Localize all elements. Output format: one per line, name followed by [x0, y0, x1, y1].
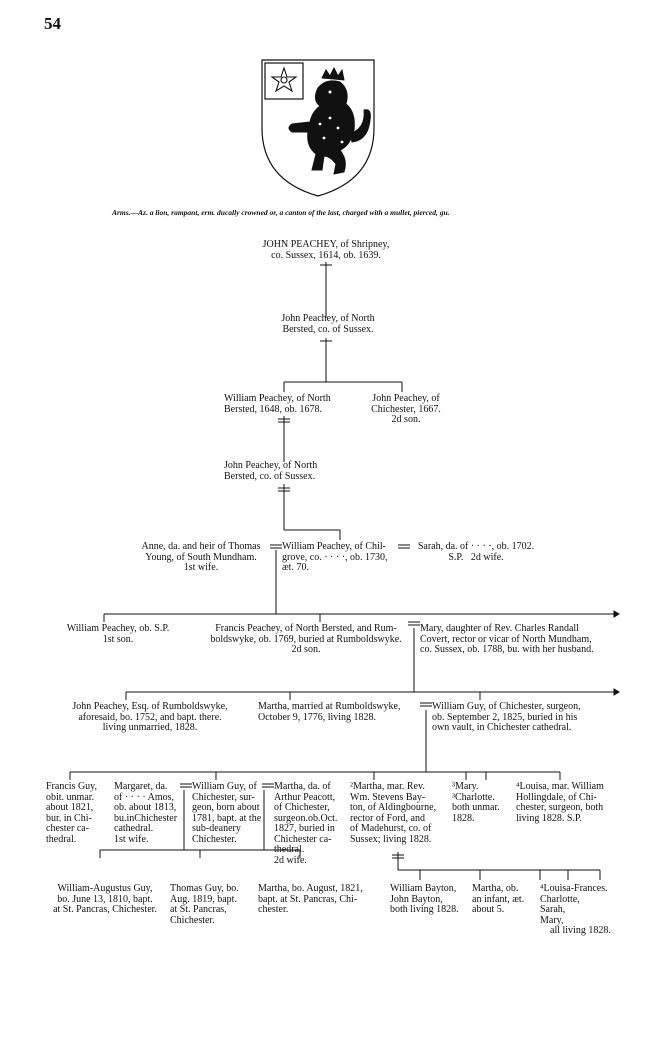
- person-william-peachey-chilgrove: William Peachey, of Chil- grove, co. · · · ·, ob. 1730, æt. 70.: [282, 541, 388, 573]
- person-martha-bayton: ²Martha, mar. Rev. Wm. Stevens Bay- ton, of Aldingbourne, rector of Ford, and of Madehurst, co. of Sussex; living 1828.: [350, 781, 437, 845]
- person-john-peachey-esq: John Peachey, Esq. of Rumboldswyke, aforesaid, bo. 1752, and bapt. there. living unmarried, 1828.: [72, 701, 228, 733]
- person-mary-charlotte: ³Mary. ³Charlotte. both unmar. 1828.: [452, 781, 500, 824]
- person-francis-guy: Francis Guy, obit. unmar. about 1821, bur. in Chi- chester ca- thedral.: [46, 781, 98, 845]
- person-martha-peacott: Martha, da. of Arthur Peacott, of Chichester, surgeon.ob.Oct. 1827, buried in Chichester ca- thedral. 2d wife.: [274, 781, 338, 866]
- person-thomas-guy: Thomas Guy, bo. Aug. 1819, bapt. at St. Pancras, Chichester.: [170, 883, 239, 926]
- person-john-peachey-shripney: JOHN PEACHEY, of Shripney, co. Sussex, 1614, ob. 1639.: [262, 239, 390, 261]
- person-william-peachey-sp: William Peachey, ob. S.P. 1st son.: [66, 623, 170, 645]
- person-anne-young: Anne, da. and heir of Thomas Young, of South Mundham. 1st wife.: [141, 541, 261, 573]
- person-william-augustus-guy: William-Augustus Guy, bo. June 13, 1810, bapt. at St. Pancras, Chichester.: [53, 883, 157, 915]
- person-martha-peachey: Martha, married at Rumboldswyke, October 9, 1776, living 1828.: [258, 701, 401, 723]
- person-louisa: ⁴Louisa, mar. William Hollingdale, of Chi- chester, surgeon, both living 1828. S.P.: [516, 781, 604, 824]
- person-john-peachey-north-bersted: John Peachey, of North Bersted, co. of Sussex.: [281, 313, 375, 335]
- person-martha-infant: Martha, ob. an infant, æt. about 5.: [472, 883, 525, 915]
- person-mary-covert: Mary, daughter of Rev. Charles Randall Covert, rector or vicar of North Mundham, co. Sussex, ob. 1788, bu. with her husband.: [420, 623, 594, 655]
- person-francis-peachey: Francis Peachey, of North Bersted, and Rum- boldswyke, ob. 1769, buried at Rumboldswyke. 2d son.: [210, 623, 402, 655]
- continuation-arrow-icon: [604, 611, 619, 695]
- person-martha-guy: Martha, bo. August, 1821, bapt. at St. Pancras, Chi- chester.: [258, 883, 363, 915]
- page-number: 54: [44, 14, 61, 33]
- person-william-guy-chichester: William Guy, of Chichester, surgeon, ob. September 2, 1825, buried in his own vault, in Chichester cathedral.: [432, 701, 581, 733]
- person-john-peachey-chichester: John Peachey, of Chichester, 1667. 2d son.: [371, 393, 441, 425]
- person-william-guy-surgeon: William Guy, of Chichester, sur- geon, born about 1781, bapt. at the sub-deanery Chichester.: [192, 781, 262, 845]
- arms-blazon: Arms.—Az. a lion, rampant, erm. ducally crowned or, a canton of the last, charged with a mullet, pierced, gu.: [112, 208, 450, 217]
- person-sarah: Sarah, da. of · · · ·, ob. 1702. S.P. 2d wife.: [417, 541, 535, 563]
- person-louisa-frances: ⁴Louisa-Frances. Charlotte, Sarah, Mary, all living 1828.: [540, 883, 611, 936]
- person-margaret-amos: Margaret, da. of · · · · Amos, ob. about 1813, bu.inChichester cathedral. 1st wife.: [114, 781, 178, 845]
- person-john-peachey-gen4: John Peachey, of North Bersted, co. of Sussex.: [224, 460, 318, 482]
- person-william-john-bayton: William Bayton, John Bayton, both living 1828.: [390, 883, 459, 915]
- person-william-peachey-north-bersted: William Peachey, of North Bersted, 1648, ob. 1678.: [224, 393, 331, 415]
